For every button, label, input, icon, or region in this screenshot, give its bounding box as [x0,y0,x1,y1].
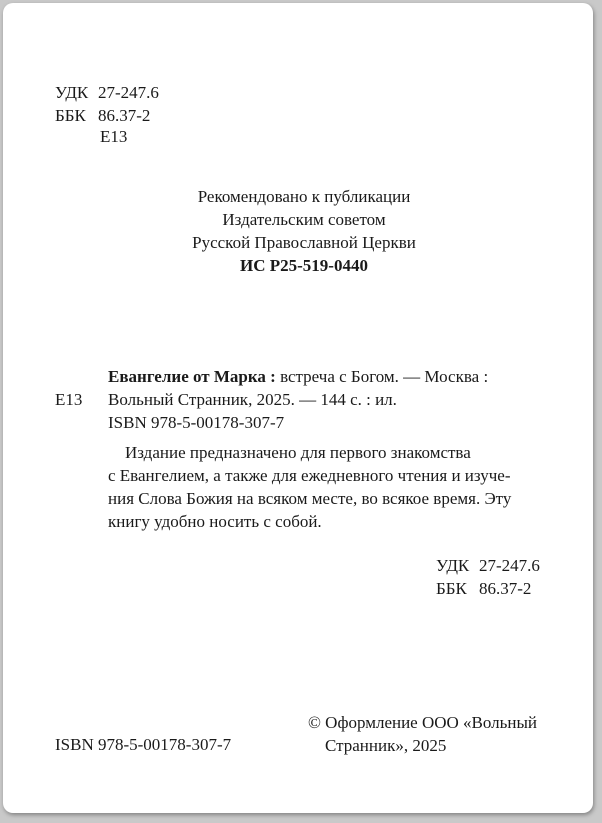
udk-label-bottom: УДК [436,556,470,575]
udk-row [55,81,159,104]
bibliographic-line-1-rest: встреча с Богом. — Москва : [275,367,489,386]
recommendation-line-3: Русской Православной Церкви [192,233,416,252]
bibliographic-record [108,365,488,434]
copyright-notice [308,711,537,757]
bbk-label-bottom: ББК [436,579,467,598]
annotation [108,441,512,533]
recommendation-code: ИС Р25-519-0440 [240,256,368,275]
bibliographic-line-1 [108,365,488,388]
book-page [3,3,593,813]
author-sign-bibliographic: Е13 [55,390,83,409]
bibliographic-isbn: ISBN 978-5-00178-307-7 [108,413,285,432]
udk-value: 27-247.6 [98,83,159,102]
recommendation-line-1: Рекомендовано к публикации [197,187,411,206]
classification-bottom [436,554,540,600]
udk-value-bottom: 27-247.6 [479,556,540,575]
bbk-label: ББК [55,106,86,125]
annotation-line-1: Издание предназначено для первого знакомства [125,443,471,462]
udk-label: УДК [55,83,89,102]
copyright-line-2: Странник», 2025 [325,736,447,755]
bbk-value-bottom: 86.37-2 [479,579,532,598]
recommendation-block [3,185,602,277]
udk-row-bottom [436,554,540,577]
book-title: Евангелие от Марка : [108,367,276,386]
annotation-line-4: книгу удобно носить с собой. [108,512,322,531]
author-sign-top: Е13 [100,127,128,146]
annotation-line-2: с Евангелием, а также для ежедневного чтения и изуче- [108,466,511,485]
annotation-line-3: ния Слова Божия на всяком месте, во всякое время. Эту [108,489,512,508]
bbk-value: 86.37-2 [98,106,151,125]
recommendation-line-2: Издательским советом [222,210,386,229]
classification-top [55,81,159,127]
bibliographic-line-2: Вольный Странник, 2025. — 144 с. : ил. [108,390,397,409]
bbk-row-bottom [436,577,540,600]
bbk-row [55,104,159,127]
copyright-line-1: © Оформление ООО «Вольный [308,713,538,732]
isbn-bottom: ISBN 978-5-00178-307-7 [55,735,232,754]
